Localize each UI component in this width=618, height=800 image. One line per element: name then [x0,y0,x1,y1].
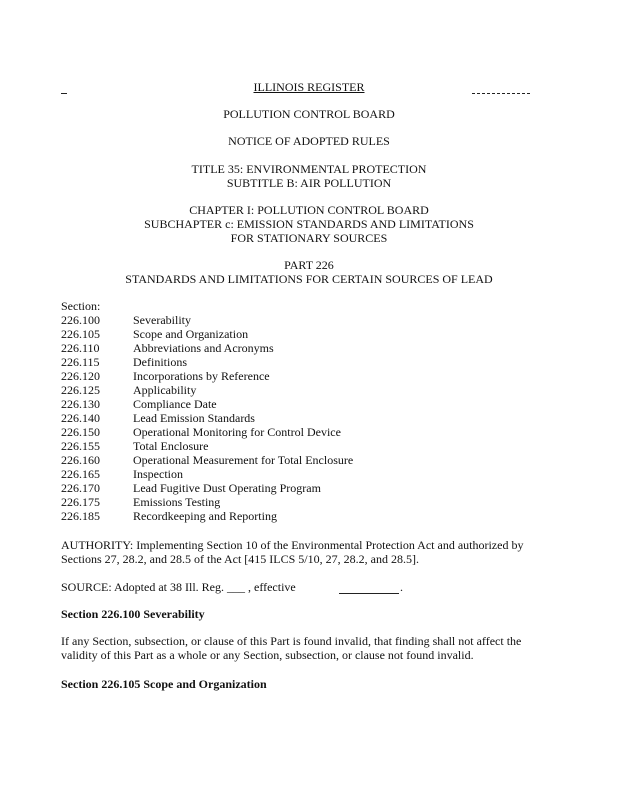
notice-heading: NOTICE OF ADOPTED RULES [228,134,390,148]
source-end: . [400,580,403,594]
source-text: SOURCE: Adopted at 38 Ill. Reg. ___ , effective [61,580,296,594]
section-heading: Section 226.100 Severability [61,607,205,621]
toc-section-title: Operational Measurement for Total Enclosure [133,453,354,467]
register-header: ILLINOIS REGISTER [253,80,365,94]
toc-section-number: 226.110 [61,341,100,355]
toc-section-number: 226.170 [61,481,100,495]
toc-section-number: 226.165 [61,467,100,481]
toc-section-number: 226.175 [61,495,100,509]
toc-section-title: Lead Emission Standards [133,411,255,425]
toc-section-number: 226.100 [61,313,100,327]
toc-section-number: 226.120 [61,369,100,383]
toc-section-number: 226.160 [61,453,100,467]
toc-section-title: Recordkeeping and Reporting [133,509,277,523]
part-title: STANDARDS AND LIMITATIONS FOR CERTAIN SOURCES OF LEAD [125,272,493,286]
toc-section-title: Applicability [133,383,197,397]
board-name: POLLUTION CONTROL BOARD [223,107,395,121]
toc-section-number: 226.105 [61,327,100,341]
authority-line-2: Sections 27, 28.2, and 28.5 of the Act [415 ILCS 5/10, 27, 28.2, and 28.5]. [61,552,419,566]
toc-label: Section: [61,299,101,313]
toc-section-title: Abbreviations and Acronyms [133,341,274,355]
toc-section-title: Lead Fugitive Dust Operating Program [133,481,321,495]
chapter-heading: CHAPTER I: POLLUTION CONTROL BOARD [189,203,429,217]
section-heading: Section 226.105 Scope and Organization [61,677,267,691]
toc-section-number: 226.185 [61,509,100,523]
toc-section-title: Definitions [133,355,187,369]
toc-section-number: 226.125 [61,383,100,397]
toc-section-title: Incorporations by Reference [133,369,270,383]
toc-section-title: Scope and Organization [133,327,249,341]
part-heading: PART 226 [284,258,334,272]
toc-section-number: 226.130 [61,397,100,411]
subchapter-heading: SUBCHAPTER c: EMISSION STANDARDS AND LIMITATIONS [144,217,474,231]
section-body-line: validity of this Part as a whole or any Section, subsection, or clause not found invalid. [61,648,474,662]
toc-section-title: Total Enclosure [133,439,209,453]
header-mark-right [472,93,530,94]
toc-section-title: Severability [133,313,191,327]
toc-section-title: Compliance Date [133,397,217,411]
source-date-blank [339,593,399,594]
toc-section-number: 226.140 [61,411,100,425]
toc-section-title: Operational Monitoring for Control Device [133,425,341,439]
subchapter-heading-cont: FOR STATIONARY SOURCES [230,231,388,245]
toc-section-title: Inspection [133,467,183,481]
title-heading: TITLE 35: ENVIRONMENTAL PROTECTION [191,162,427,176]
subtitle-heading: SUBTITLE B: AIR POLLUTION [226,176,392,190]
toc-section-title: Emissions Testing [133,495,221,509]
toc-section-number: 226.115 [61,355,100,369]
section-body-line: If any Section, subsection, or clause of this Part is found invalid, that finding shall not affect the [61,634,522,648]
toc-section-number: 226.150 [61,425,100,439]
authority-line-1: AUTHORITY: Implementing Section 10 of the Environmental Protection Act and authorized by [61,538,524,552]
toc-section-number: 226.155 [61,439,100,453]
